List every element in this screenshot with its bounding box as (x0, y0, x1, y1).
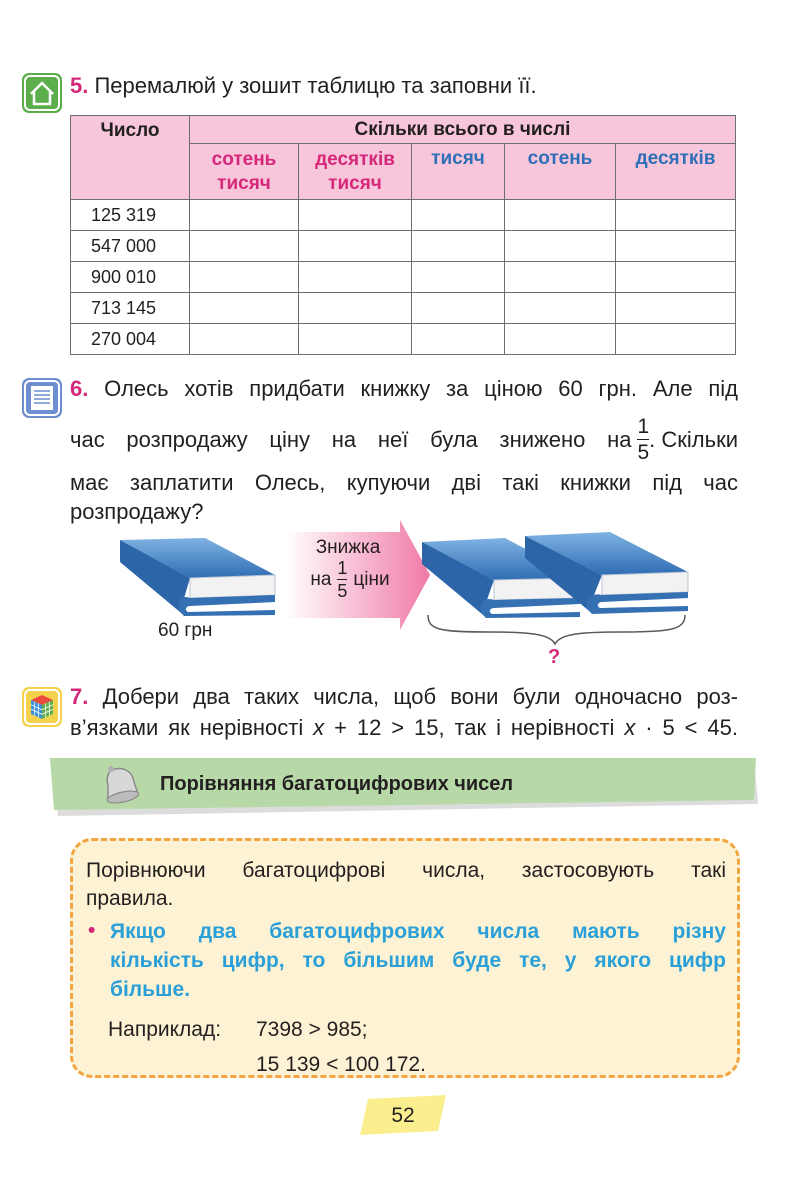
task6-number: 6. (70, 376, 89, 401)
table-cell (412, 262, 505, 293)
table-cell (505, 200, 616, 231)
table-cell (505, 262, 616, 293)
table-cell-number: 270 004 (71, 324, 190, 355)
table-row (71, 324, 736, 355)
subheader-line: тисяч (217, 173, 271, 194)
table-cell (616, 324, 736, 355)
example-values (256, 1016, 426, 1079)
fraction-denominator: 5 (637, 440, 650, 464)
table-subheader (190, 144, 299, 200)
task5-number: 5. (70, 73, 89, 98)
table-cell (616, 231, 736, 262)
page-number: 52 (391, 1104, 415, 1127)
fraction-bar (637, 439, 649, 440)
fraction-bar (337, 579, 347, 580)
table-subheader: сотень (505, 144, 616, 200)
rule-line: більше. (110, 978, 191, 1001)
fraction-denominator: 5 (337, 581, 348, 601)
table-cell-number: 125 319 (71, 200, 190, 231)
task6-line (70, 374, 738, 410)
table-cell (505, 324, 616, 355)
table-cell (190, 200, 299, 231)
bullet-icon: • (88, 919, 96, 942)
discount-illustration (110, 520, 710, 670)
fraction-numerator: 1 (337, 558, 348, 578)
arrow-fraction-line (300, 559, 400, 600)
table-cell (505, 231, 616, 262)
variable-x: x (313, 715, 325, 740)
notebook-icon (22, 378, 62, 418)
table-cell (412, 293, 505, 324)
task7-text: в’язками як нерівності (70, 715, 314, 740)
task7-line (70, 713, 738, 742)
arrow-prefix: на (310, 568, 332, 590)
rule-line: Якщо два багатоцифрових числа мають різну (110, 920, 726, 943)
rubik-cube-icon (22, 687, 62, 727)
table-cell-number: 547 000 (71, 231, 190, 262)
task6-text: розпродажу? (70, 499, 204, 524)
rule-line: кількість цифр, то більшим буде те, у якого цифр (110, 949, 726, 972)
table-subheader: тисяч (412, 144, 505, 200)
rule-statement (110, 917, 726, 1004)
table-cell (190, 262, 299, 293)
table-header-number: Число (71, 116, 190, 200)
table-cell (190, 231, 299, 262)
table-row (71, 231, 736, 262)
rule-intro: правила. (86, 887, 174, 910)
table-cell (299, 262, 412, 293)
table-subheader (299, 144, 412, 200)
fraction-numerator: 1 (637, 414, 650, 438)
table-row (71, 200, 736, 231)
subheader-line: тисяч (328, 173, 382, 194)
task6-text: час розпродажу ціну на неї була знижено на (70, 426, 632, 452)
table-subheader: десятків (616, 144, 736, 200)
table-cell (412, 200, 505, 231)
task5-table (70, 115, 736, 355)
table-cell (616, 293, 736, 324)
table-cell-number: 900 010 (71, 262, 190, 293)
subheader-line: сотень (211, 149, 277, 170)
table-row (71, 293, 736, 324)
task7-text: · 5 < 45. (635, 715, 738, 740)
table-cell (299, 293, 412, 324)
task7-statement (70, 682, 738, 742)
curly-brace (428, 615, 685, 644)
task7-line (70, 682, 738, 713)
arrow-label (300, 537, 400, 600)
task7-number: 7. (70, 684, 89, 709)
task7-text: + 12 > 15, так і нерівності (324, 715, 625, 740)
task5-text: Перемалюй у зошит таблицю та заповни її. (94, 73, 537, 98)
variable-x: x (624, 715, 636, 740)
task5-statement (70, 71, 738, 100)
question-mark: ? (548, 646, 561, 668)
section-title: Порівняння багатоцифрових чисел (160, 773, 514, 795)
table-cell (616, 262, 736, 293)
table-cell (190, 293, 299, 324)
rule-intro: Порівнюючи багатоцифрові числа, застосовують такі (86, 859, 726, 882)
arrow-word: Знижка (315, 537, 381, 558)
rule-content (86, 857, 726, 1079)
table-cell-number: 713 145 (71, 293, 190, 324)
table-cell (299, 231, 412, 262)
task6-text: . Скільки (649, 426, 738, 452)
fraction (637, 416, 649, 463)
table-cell (616, 200, 736, 231)
task6-text: Олесь хотів придбати книжку за ціною 60 грн. Але під (104, 376, 738, 401)
home-icon (22, 73, 62, 113)
rule-example (86, 1016, 726, 1079)
arrow-suffix: ціни (353, 568, 390, 590)
table-cell (190, 324, 299, 355)
example-label: Наприклад: (108, 1018, 222, 1041)
table-cell (505, 293, 616, 324)
example-line: 7398 > 985; (256, 1018, 368, 1041)
table-cell (412, 324, 505, 355)
subheader-line: десятків (315, 149, 395, 170)
book-icon (120, 538, 275, 616)
example-line: 15 139 < 100 172. (256, 1053, 426, 1076)
table-row (71, 262, 736, 293)
task6-statement (70, 374, 738, 526)
rule-bullet-item (86, 917, 726, 1004)
fraction (337, 559, 347, 600)
bell-icon (98, 764, 146, 808)
task7-text: Добери два таких числа, щоб вони були одночасно роз- (102, 684, 738, 709)
table-cell (299, 200, 412, 231)
task6-text: має заплатити Олесь, купуючи дві такі книжки під час (70, 470, 738, 495)
table-header-group: Скільки всього в числі (190, 116, 736, 144)
price-label: 60 грн (158, 620, 213, 641)
table-cell (412, 231, 505, 262)
table-cell (299, 324, 412, 355)
task6-line (70, 410, 738, 468)
